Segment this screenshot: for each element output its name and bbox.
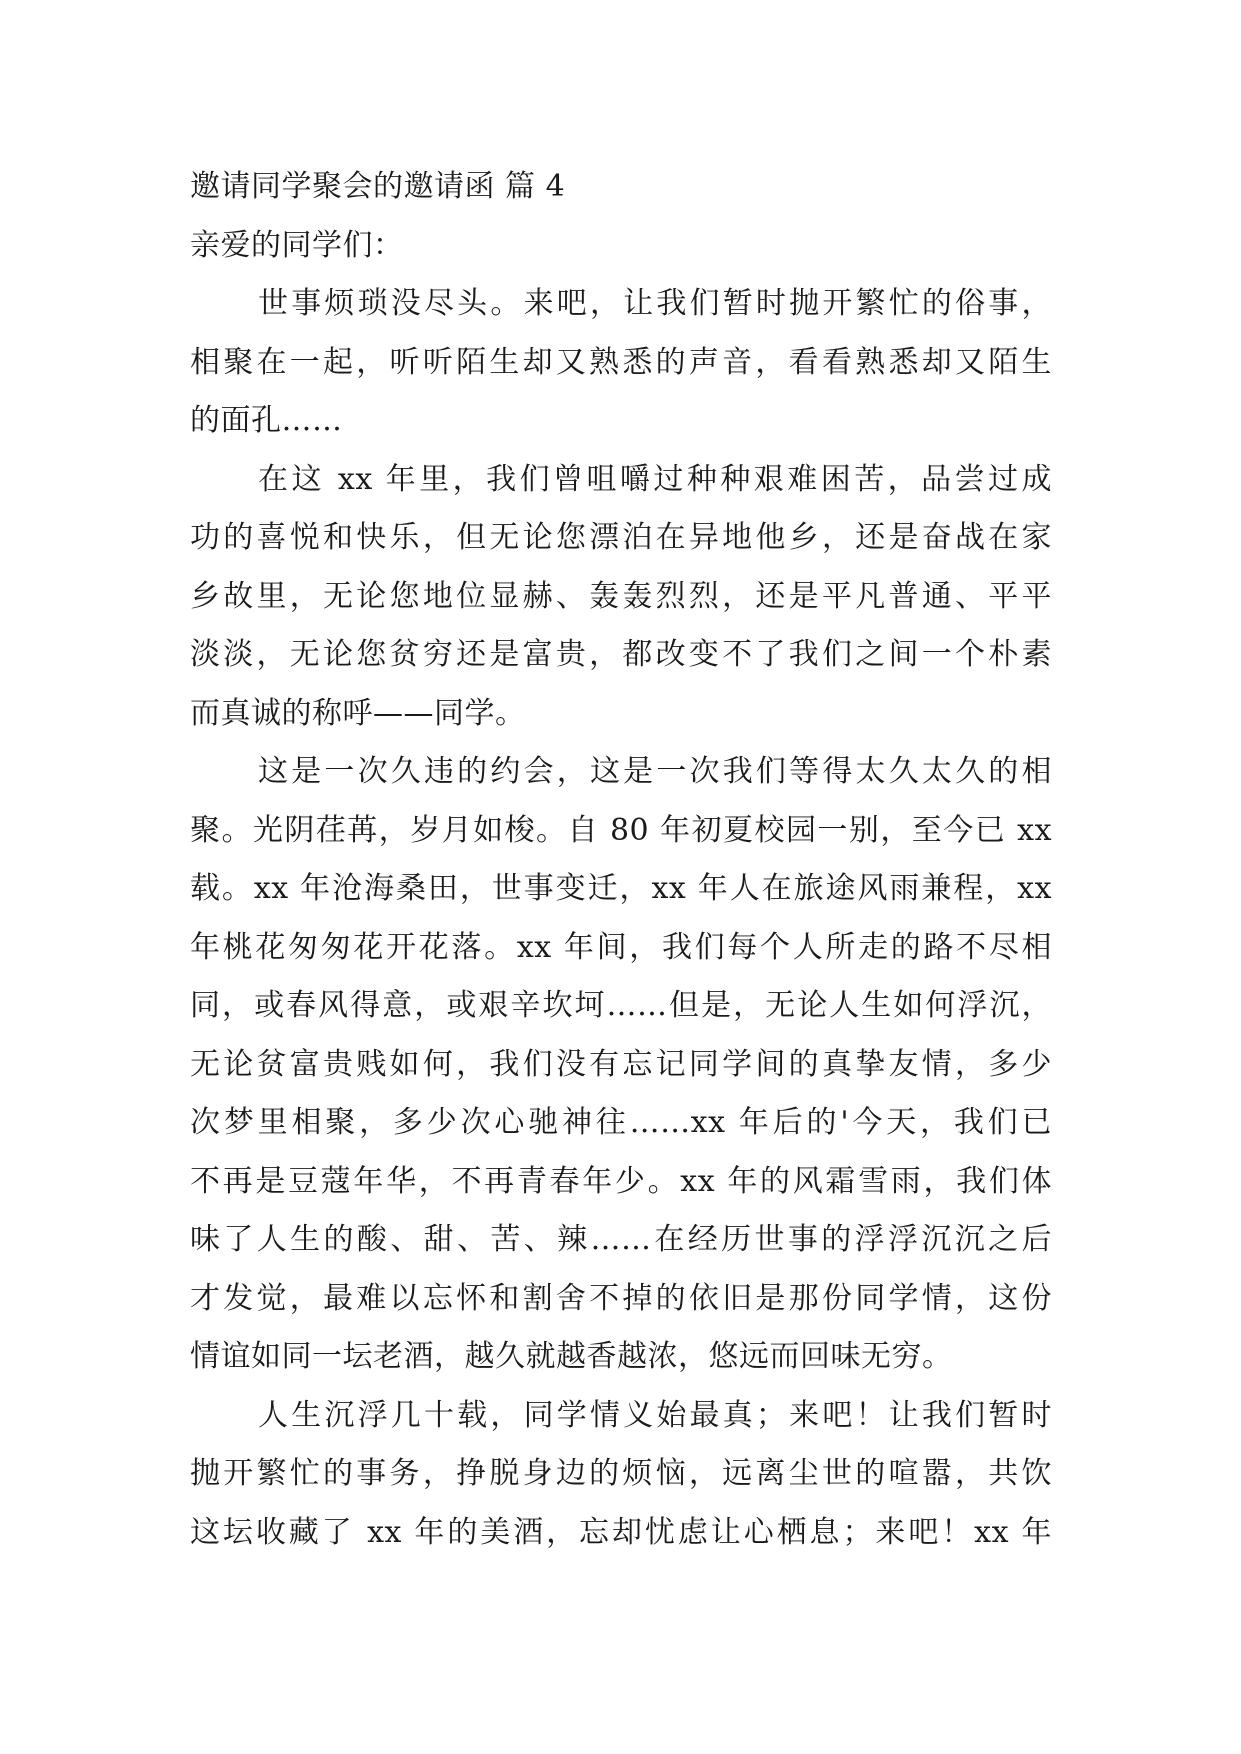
paragraph-line: 功的喜悦和快乐，但无论您漂泊在异地他乡，还是奋战在家 [190,520,1052,555]
paragraph-2 [190,451,1052,744]
paragraph-line: 相聚在一起，听听陌生却又熟悉的声音，看看熟悉却又陌生 [190,344,1052,380]
paragraph-line: 无论贫富贵贱如何，我们没有忘记同学间的真挚友情，多少 [190,1046,1052,1082]
document-title: 邀请同学聚会的邀请函 篇 4 [190,169,566,204]
paragraph-line: 乡故里，无论您地位显赫、轰轰烈烈，还是平凡普通、平平 [190,578,1052,614]
paragraph-line: 年桃花匆匆花开花落。xx 年间，我们每个人所走的路不尽相 [190,929,1052,965]
paragraph-line: 世事烦琐没尽头。来吧，让我们暂时抛开繁忙的俗事， [258,286,1052,321]
paragraph-line: 才发觉，最难以忘怀和割舍不掉的依旧是那份同学情，这份 [190,1280,1052,1316]
paragraph-line: 情谊如同一坛老酒，越久就越香越浓，悠远而回味无穷。 [190,1339,953,1374]
paragraph-1 [190,275,1052,451]
paragraph-line: 这是一次久违的约会，这是一次我们等得太久太久的相 [258,754,1052,789]
paragraph-4 [190,1387,1052,1563]
paragraph-line: 在这 xx 年里，我们曾咀嚼过种种艰难困苦，品尝过成 [258,461,1052,497]
paragraph-line: 载。xx 年沧海桑田，世事变迁，xx 年人在旅途风雨兼程，xx [190,871,1052,906]
paragraph-line: 的面孔…… [190,403,343,438]
paragraph-line: 抛开繁忙的事务，挣脱身边的烦恼，远离尘世的喧嚣，共饮 [190,1456,1052,1491]
paragraph-line: 同，或春风得意，或艰辛坎坷……但是，无论人生如何浮沉， [190,988,1052,1023]
paragraph-line: 聚。光阴荏苒，岁月如梭。自 80 年初夏校园一别，至今已 xx [190,812,1052,848]
document-body [190,158,1052,1562]
salutation: 亲爱的同学们： [190,227,404,263]
paragraph-line: 这坛收藏了 xx 年的美酒，忘却忧虑让心栖息；来吧！xx 年 [190,1514,1052,1550]
paragraph-line: 不再是豆蔻年华，不再青春年少。xx 年的风霜雪雨，我们体 [190,1163,1052,1199]
paragraph-line: 人生沉浮几十载，同学情义始最真；来吧！让我们暂时 [258,1397,1052,1433]
paragraph-line: 次梦里相聚，多少次心驰神往……xx 年后的'今天，我们已 [190,1105,1052,1140]
paragraph-line: 淡淡，无论您贫穷还是富贵，都改变不了我们之间一个朴素 [190,637,1052,672]
paragraph-3 [190,743,1052,1387]
paragraph-line: 而真诚的称呼——同学。 [190,695,526,731]
paragraph-line: 味了人生的酸、甜、苦、辣……在经历世事的浮浮沉沉之后 [190,1222,1052,1257]
